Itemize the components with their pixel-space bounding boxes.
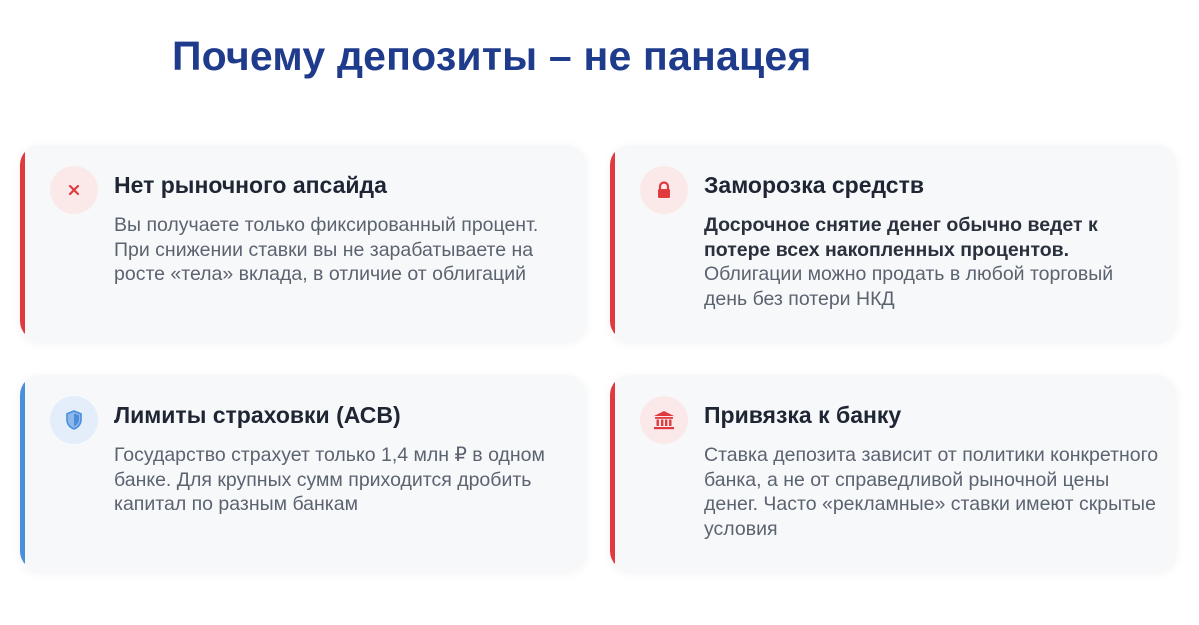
card-accent-bar (20, 145, 25, 341)
card-text: Государство страхует только 1,4 млн ₽ в одном банке. Для крупных сумм приходится дробить капитал по разным банкам (114, 444, 545, 515)
card-title: Нет рыночного апсайда (114, 172, 387, 198)
card-text (704, 213, 1154, 311)
card-accent-bar (610, 375, 615, 571)
card-accent-bar (610, 145, 615, 341)
card-insurance-limits (20, 375, 586, 571)
page-title: Почему депозиты – не панацея (172, 33, 812, 79)
card-text-bold: Досрочное снятие денег обычно ведет к потере всех накопленных процентов. (704, 214, 1098, 261)
card-text: Ставка депозита зависит от политики конкретного банка, а не от справедливой рыночной цены денег. Часто «рекламные» ставки имеют скрытые условия (704, 444, 1159, 540)
card-title: Лимиты страховки (АСВ) (114, 402, 401, 428)
card-text-regular: Облигации можно продать в любой торговый день без потери НКД (704, 263, 1114, 310)
card-no-upside (20, 145, 586, 341)
lock-icon (640, 166, 688, 214)
card-text: Вы получаете только фиксированный процент. При снижении ставки вы не зарабатываете на росте «тела» вклада, в отличие от облигаций (114, 214, 539, 285)
bank-icon (640, 396, 688, 444)
x-icon (50, 166, 98, 214)
card-bank-binding (610, 375, 1176, 571)
card-title: Привязка к банку (704, 402, 902, 428)
card-funds-freeze (610, 145, 1176, 341)
shield-icon (50, 396, 98, 444)
card-accent-bar (20, 375, 25, 571)
card-title: Заморозка средств (704, 172, 925, 198)
